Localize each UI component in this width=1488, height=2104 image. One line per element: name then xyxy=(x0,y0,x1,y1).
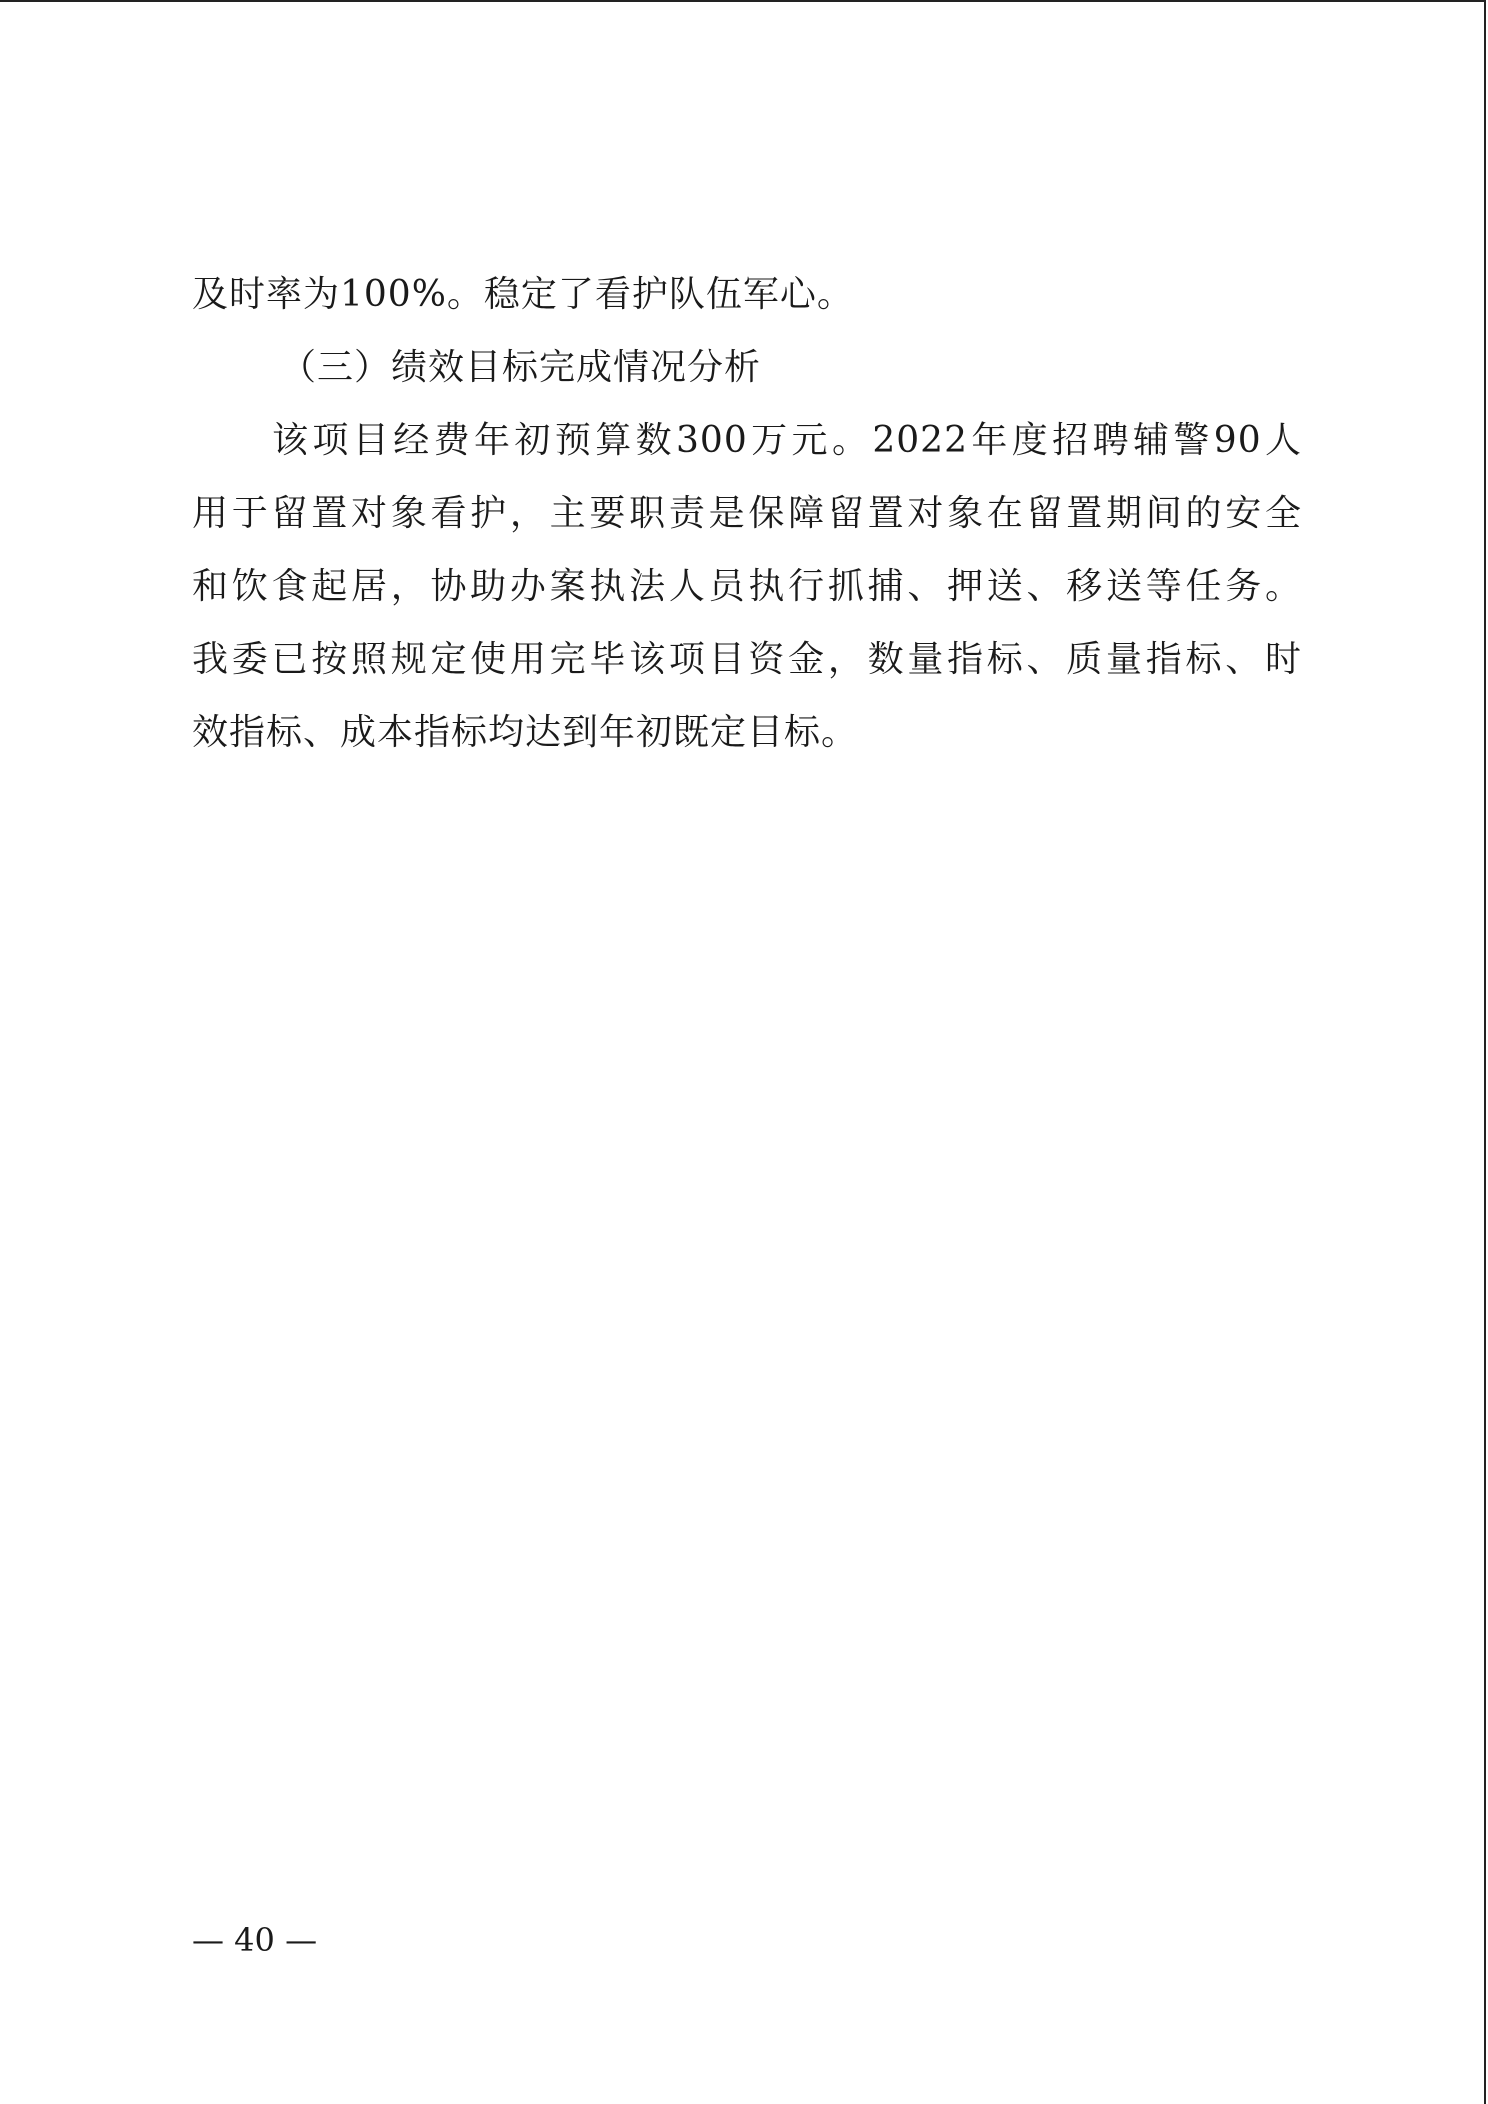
paragraph-line: 效指标、成本指标均达到年初既定目标。 xyxy=(192,712,859,753)
paragraph-line: 及时率为100%。稳定了看护队伍军心。 xyxy=(192,274,854,315)
paragraph-line: 用于留置对象看护，主要职责是保障留置对象在留置期间的安全 xyxy=(192,493,1302,534)
page-number: — 40 — xyxy=(192,1921,318,1959)
section-heading: （三）绩效目标完成情况分析 xyxy=(280,347,762,388)
paragraph-line: 和饮食起居，协助办案执法人员执行抓捕、押送、移送等任务。 xyxy=(192,566,1302,607)
paragraph-line: 该项目经费年初预算数300万元。2022年度招聘辅警90人 xyxy=(272,420,1302,461)
paragraph-line: 我委已按照规定使用完毕该项目资金，数量指标、质量指标、时 xyxy=(192,639,1302,680)
body-text xyxy=(192,258,1302,769)
